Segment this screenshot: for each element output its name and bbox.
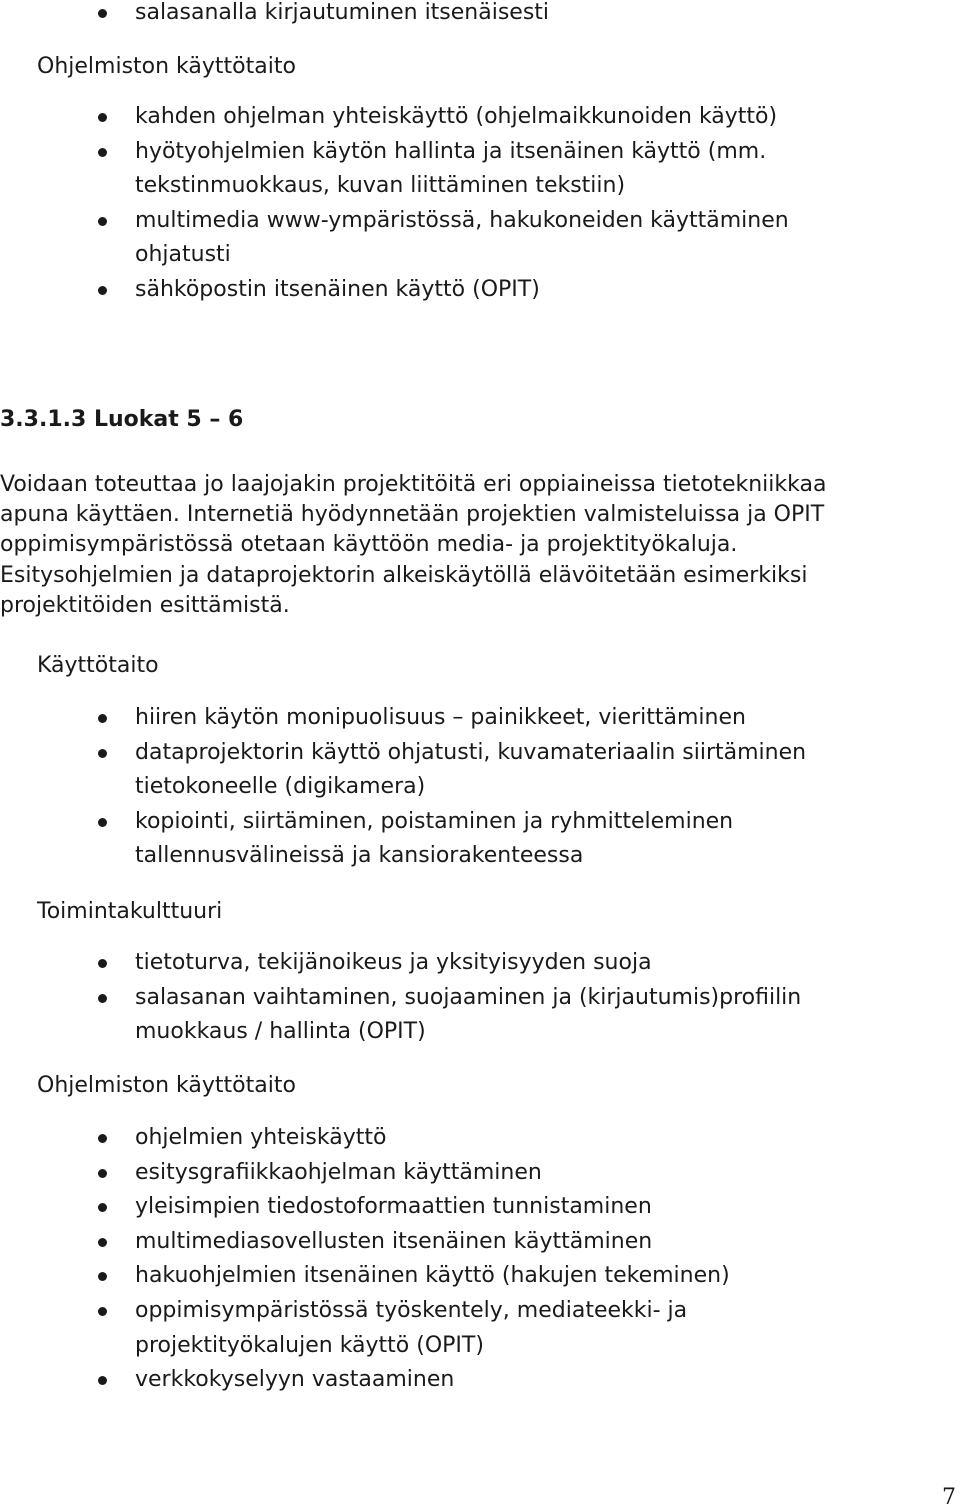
bullet-list-software-skills-2: [0, 1121, 730, 1398]
list-item: salasanalla kirjautuminen itsenäisesti: [0, 0, 549, 31]
list-item: dataprojektorin käyttö ohjatusti, kuvamateriaalin siirtäminen tietokoneelle (digikamera): [0, 736, 806, 805]
list-item: kahden ohjelman yhteiskäyttö (ohjelmaikkunoiden käyttö): [0, 100, 789, 135]
list-item: kopiointi, siirtäminen, poistaminen ja ryhmitteleminen tallennusvälineissä ja kansiorakenteessa: [0, 805, 806, 874]
list-item: hyötyohjelmien käytön hallinta ja itsenäinen käyttö (mm. tekstinmuokkaus, kuvan liittäminen tekstiin): [0, 135, 789, 204]
list-item: esitysgrafiikkaohjelman käyttäminen: [0, 1156, 730, 1191]
list-item: verkkokyselyyn vastaaminen: [0, 1363, 730, 1398]
subheading-operating-culture: Toimintakulttuuri: [37, 899, 223, 924]
list-item: tietoturva, tekijänoikeus ja yksityisyyden suoja: [0, 946, 801, 981]
page-number: 7: [942, 1485, 956, 1510]
bullet-list-operating-culture: [0, 946, 801, 1050]
subheading-software-skills-2: Ohjelmiston käyttötaito: [37, 1073, 296, 1098]
list-item: yleisimpien tiedostoformaattien tunnistaminen: [0, 1190, 730, 1225]
list-item: multimediasovellusten itsenäinen käyttäminen: [0, 1225, 730, 1260]
subheading-usage-skills: Käyttötaito: [37, 653, 159, 678]
list-item: ohjelmien yhteiskäyttö: [0, 1121, 730, 1156]
list-item: hiiren käytön monipuolisuus – painikkeet, vierittäminen: [0, 701, 806, 736]
list-item: oppimisympäristössä työskentely, mediateekki- ja projektityökalujen käyttö (OPIT): [0, 1294, 730, 1363]
list-item: multimedia www-ympäristössä, hakukoneiden käyttäminen ohjatusti: [0, 204, 789, 273]
bullet-list-software-skills: [0, 100, 789, 308]
list-item: hakuohjelmien itsenäinen käyttö (hakujen tekeminen): [0, 1259, 730, 1294]
bullet-list-login: [0, 0, 549, 31]
list-item: sähköpostin itsenäinen käyttö (OPIT): [0, 273, 789, 308]
section-heading: 3.3.1.3 Luokat 5 – 6: [0, 407, 244, 432]
bullet-list-usage-skills: [0, 701, 806, 874]
list-item: salasanan vaihtaminen, suojaaminen ja (kirjautumis)profiilin muokkaus / hallinta (OPIT): [0, 981, 801, 1050]
subheading-software-skills: Ohjelmiston käyttötaito: [37, 54, 296, 79]
body-paragraph: Voidaan toteuttaa jo laajojakin projektitöitä eri oppiaineissa tietotekniikkaa apuna käyttäen. Internetiä hyödynnetään projektien valmisteluissa ja OPIT oppimisympäristössä otetaan käyttöön media- ja projektityökaluja. Esitysohjelmien ja dataprojektorin alkeiskäytöllä elävöitetään esimerkiksi projektitöiden esittämistä.: [0, 472, 827, 618]
